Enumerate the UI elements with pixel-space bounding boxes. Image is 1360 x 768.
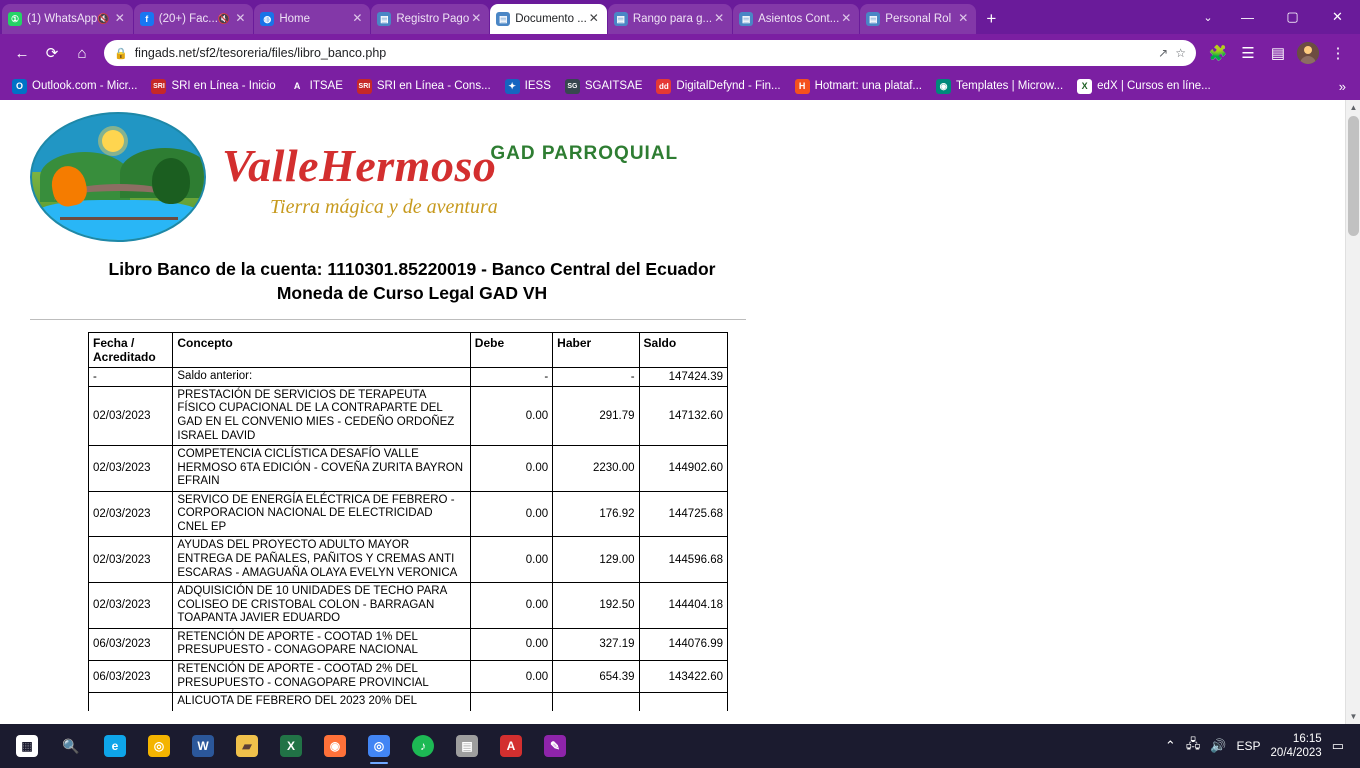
bookmark-label: SRI en Línea - Inicio xyxy=(171,80,276,92)
cell-debe: 0.00 xyxy=(470,386,552,445)
cell-debe: 0.00 xyxy=(470,537,552,583)
tab-close-icon[interactable]: ✕ xyxy=(588,11,599,25)
word-icon: W xyxy=(192,735,214,757)
itsae-icon: A xyxy=(293,81,301,91)
mute-icon[interactable]: 🔇 xyxy=(97,13,110,25)
browser-tab-2[interactable] xyxy=(254,4,370,34)
bookmark-label: SGAITSAE xyxy=(584,80,643,92)
cell-saldo: 144725.68 xyxy=(639,491,727,537)
foliage-shape xyxy=(152,158,190,204)
taskbar-firefox[interactable] xyxy=(314,726,356,766)
cell-fecha: 02/03/2023 xyxy=(89,537,173,583)
table-header xyxy=(89,333,728,368)
tab-close-icon[interactable]: ✕ xyxy=(714,11,725,25)
scrollbar-thumb[interactable] xyxy=(1348,116,1359,236)
bookmark-sgaitsae[interactable] xyxy=(559,77,649,96)
cell-debe: 0.00 xyxy=(470,491,552,537)
cell-fecha: 02/03/2023 xyxy=(89,583,173,629)
bookmark-digitaldefynd[interactable] xyxy=(650,77,786,96)
taskbar-edge[interactable] xyxy=(94,726,136,766)
cell-haber: 129.00 xyxy=(553,537,639,583)
browser-tab-0[interactable] xyxy=(2,4,133,34)
table-row xyxy=(89,583,728,629)
scroll-up-icon[interactable]: ▲ xyxy=(1349,103,1358,112)
table-header-row xyxy=(89,333,728,368)
column-header-debe: Debe xyxy=(470,333,552,368)
cell-saldo xyxy=(639,693,727,711)
bookmark-label: ITSAE xyxy=(309,80,343,92)
cell-saldo: 144596.68 xyxy=(639,537,727,583)
taskbar-calculator[interactable] xyxy=(446,726,488,766)
bookmark-label: SRI en Línea - Cons... xyxy=(376,80,491,92)
valle-hermoso-logo-icon xyxy=(30,112,206,242)
language-indicator[interactable]: ESP xyxy=(1236,739,1261,753)
avatar-image xyxy=(1297,42,1319,64)
sgaitsae-icon: SG xyxy=(565,79,580,94)
taskbar-acrobat[interactable] xyxy=(490,726,532,766)
taskbar-file-explorer[interactable] xyxy=(226,726,268,766)
table-row xyxy=(89,660,728,692)
cell-fecha xyxy=(89,693,173,711)
page-title-line1: Libro Banco de la cuenta: 1110301.85220019 - Banco Central del Ecuador xyxy=(108,259,716,279)
edx-icon: X xyxy=(1077,79,1092,94)
cell-concepto: AYUDAS DEL PROYECTO ADULTO MAYOR ENTREGA DE PAÑALES, PAÑITOS Y CREMAS ANTI ESCARAS - AMAGUAÑA OLAYA EVELYN VERONICA xyxy=(173,537,470,583)
cell-haber: 192.50 xyxy=(553,583,639,629)
cell-concepto: ADQUISICIÓN DE 10 UNIDADES DE TECHO PARA COLISEO DE CRISTOBAL COLON - BARRAGAN TOAPANTA JAVIER EDUARDO xyxy=(173,583,470,629)
bookmark-outlook[interactable] xyxy=(6,77,143,96)
browser-tab-1[interactable] xyxy=(134,4,254,34)
taskbar-search-button[interactable] xyxy=(50,726,92,766)
table-row xyxy=(89,368,728,387)
cell-concepto: Saldo anterior: xyxy=(173,368,470,387)
tab-close-icon[interactable]: ✕ xyxy=(235,11,246,25)
start-button[interactable] xyxy=(6,726,48,766)
firefox-icon: ◉ xyxy=(324,735,346,757)
close-button[interactable]: ✕ xyxy=(1332,9,1343,24)
bookmark-label: DigitalDefynd - Fin... xyxy=(676,80,781,92)
cell-fecha: - xyxy=(89,368,173,387)
cell-fecha: 06/03/2023 xyxy=(89,628,173,660)
home-icon[interactable]: ⌂ xyxy=(77,44,87,62)
cell-saldo: 143422.60 xyxy=(639,660,727,692)
bookmark-label: Templates | Microw... xyxy=(956,80,1064,92)
search-icon: 🔍 xyxy=(62,737,80,754)
templates-icon: ◉ xyxy=(936,79,951,94)
taskbar-word[interactable] xyxy=(182,726,224,766)
cell-debe xyxy=(470,693,552,711)
browser-tab-6[interactable] xyxy=(733,4,859,34)
brand-valle-text: Valle xyxy=(222,140,320,191)
edge-icon: e xyxy=(104,735,126,757)
sun-shape xyxy=(102,130,124,152)
cell-concepto: RETENCIÓN DE APORTE - COOTAD 1% DEL PRESUPUESTO - CONAGOPARE NACIONAL xyxy=(173,628,470,660)
bookmark-sri-consulta[interactable] xyxy=(351,77,497,96)
ledger-table xyxy=(88,332,728,710)
cell-debe: - xyxy=(470,368,552,387)
bookmark-templates[interactable] xyxy=(930,77,1069,96)
taskbar-spotify[interactable] xyxy=(402,726,444,766)
minimize-button[interactable]: — xyxy=(1241,9,1254,25)
cell-saldo: 144902.60 xyxy=(639,446,727,492)
cell-haber: 291.79 xyxy=(553,386,639,445)
bookmark-label: Hotmart: una plataf... xyxy=(814,80,922,92)
column-header-haber: Haber xyxy=(553,333,639,368)
table-row xyxy=(89,386,728,445)
page-viewport xyxy=(0,100,1360,724)
taskbar-chrome-active[interactable] xyxy=(358,726,400,766)
taskbar-paint3d[interactable] xyxy=(534,726,576,766)
cell-haber: 327.19 xyxy=(553,628,639,660)
cell-saldo: 147132.60 xyxy=(639,386,727,445)
page-scrollbar[interactable] xyxy=(1345,100,1360,724)
clock-date: 20/4/2023 xyxy=(1270,747,1322,759)
notifications-icon[interactable]: ▭ xyxy=(1331,738,1344,753)
share-icon[interactable]: ↗ xyxy=(1158,46,1169,60)
clock[interactable] xyxy=(1271,732,1322,761)
table-row xyxy=(89,537,728,583)
tab-title: Home xyxy=(279,13,311,25)
reload-icon[interactable]: ⟳ xyxy=(45,45,59,62)
taskbar-chrome[interactable] xyxy=(138,726,180,766)
bookmark-label: IESS xyxy=(524,80,551,92)
paint3d-icon: ✎ xyxy=(544,735,566,757)
windows-taskbar xyxy=(0,724,1360,768)
browser-menu-icon[interactable]: ⋮ xyxy=(1330,45,1346,62)
chrome-active-icon: ◎ xyxy=(368,735,390,757)
browser-tab-3[interactable] xyxy=(371,4,489,34)
bookmark-sri-inicio[interactable] xyxy=(145,77,281,96)
cell-saldo: 147424.39 xyxy=(639,368,727,387)
tab-search-chevron-down-icon[interactable]: ⌄ xyxy=(1203,11,1213,24)
hotmart-icon: H xyxy=(795,79,810,94)
cell-debe: 0.00 xyxy=(470,628,552,660)
digitaldefynd-icon: dd xyxy=(656,79,671,94)
tab-close-icon[interactable]: ✕ xyxy=(841,11,852,25)
taskbar-excel[interactable] xyxy=(270,726,312,766)
cell-fecha: 02/03/2023 xyxy=(89,386,173,445)
tab-close-icon[interactable]: ✕ xyxy=(114,11,125,25)
side-panel-icon[interactable]: ▤ xyxy=(1270,45,1286,62)
cell-fecha: 02/03/2023 xyxy=(89,491,173,537)
browser-tab-5[interactable] xyxy=(608,4,732,34)
window-controls xyxy=(1191,0,1360,34)
tab-strip xyxy=(0,0,1360,34)
cell-debe: 0.00 xyxy=(470,583,552,629)
system-tray xyxy=(1165,732,1354,761)
brand-gad-tag: GAD PARROQUIAL xyxy=(490,143,679,164)
tab-title: (20+) Fac... xyxy=(158,13,218,25)
tab-close-icon[interactable]: ✕ xyxy=(471,11,482,25)
tab-title: Registro Pago xyxy=(396,13,470,25)
address-bar[interactable] xyxy=(104,40,1196,66)
lock-icon: 🔒 xyxy=(114,47,128,60)
tab-title: Documento ... xyxy=(515,13,587,25)
column-header-fecha: Fecha / Acreditado xyxy=(89,333,173,368)
back-icon[interactable]: ← xyxy=(14,44,30,62)
page-icon: ▤ xyxy=(739,12,753,26)
bookmark-label: edX | Cursos en líne... xyxy=(1097,80,1211,92)
document-content xyxy=(0,100,1345,724)
cell-concepto: PRESTACIÓN DE SERVICIOS DE TERAPEUTA FÍSICO CUPACIONAL DE LA CONTRAPARTE DEL GAD EN EL CONVENIO MIES - CEDEÑO ORDOÑEZ ISRAEL DAVID xyxy=(173,386,470,445)
browser-tab-4-active[interactable] xyxy=(490,4,607,34)
browser-toolbar xyxy=(0,34,1360,72)
mute-icon[interactable]: 🔇 xyxy=(217,13,231,25)
cell-haber xyxy=(553,693,639,711)
bookmark-iess[interactable] xyxy=(499,77,557,96)
sri-icon: SRI xyxy=(357,79,372,94)
page-icon: ▤ xyxy=(496,12,510,26)
excel-icon: X xyxy=(280,735,302,757)
cell-debe: 0.00 xyxy=(470,446,552,492)
reading-list-icon[interactable]: ☰ xyxy=(1241,45,1255,62)
globe-icon: ◍ xyxy=(260,12,274,26)
iess-icon: ✦ xyxy=(505,79,520,94)
new-tab-button[interactable]: + xyxy=(986,9,997,28)
page-title xyxy=(12,258,812,305)
cell-haber: - xyxy=(553,368,639,387)
tray-expand-chevron-up-icon[interactable]: ⌃ xyxy=(1164,738,1176,753)
brand-wordmark xyxy=(222,137,678,217)
page-icon: ▤ xyxy=(377,12,391,26)
clock-time: 16:15 xyxy=(1292,732,1322,745)
brand-hermoso-text: Hermoso xyxy=(319,140,497,191)
profile-avatar[interactable] xyxy=(1297,42,1319,64)
outlook-icon: O xyxy=(12,79,27,94)
volume-icon[interactable]: 🔊 xyxy=(1210,738,1227,753)
brand-header xyxy=(0,112,1345,242)
column-header-concepto: Concepto xyxy=(173,333,470,368)
cell-haber: 2230.00 xyxy=(553,446,639,492)
brand-tagline: Tierra mágica y de aventura xyxy=(270,196,498,218)
cell-saldo: 144404.18 xyxy=(639,583,727,629)
windows-start-icon: ▦ xyxy=(16,735,38,757)
facebook-icon: f xyxy=(140,12,154,26)
extension-puzzle-icon[interactable]: 🧩 xyxy=(1208,45,1228,62)
page-icon: ▤ xyxy=(866,12,880,26)
tab-title: Rango para g... xyxy=(632,13,713,25)
cell-concepto: SERVICO DE ENERGÍA ELÉCTRICA DE FEBRERO - CORPORACION NACIONAL DE ELECTRICIDAD CNEL EP xyxy=(173,491,470,537)
divider xyxy=(30,319,746,320)
cell-haber: 176.92 xyxy=(553,491,639,537)
url-text[interactable]: fingads.net/sf2/tesoreria/files/libro_banco.php xyxy=(134,46,387,60)
table-row xyxy=(89,628,728,660)
cell-concepto: COMPETENCIA CICLÍSTICA DESAFÍO VALLE HERMOSO 6TA EDICIÓN - COVEÑA ZURITA BAYRON EFRAIN xyxy=(173,446,470,492)
table-row xyxy=(89,491,728,537)
whatsapp-icon: ① xyxy=(8,12,22,26)
chrome-icon: ◎ xyxy=(148,735,170,757)
cell-fecha: 02/03/2023 xyxy=(89,446,173,492)
cell-concepto: RETENCIÓN DE APORTE - COOTAD 2% DEL PRESUPUESTO - CONAGOPARE PROVINCIAL xyxy=(173,660,470,692)
scroll-down-icon[interactable]: ▼ xyxy=(1349,712,1358,721)
tab-title: (1) WhatsApp xyxy=(27,13,98,25)
network-icon[interactable]: 🖧 xyxy=(1185,736,1201,751)
table-row xyxy=(89,693,728,711)
bookmark-edx[interactable] xyxy=(1071,77,1217,96)
bookmark-label: Outlook.com - Micr... xyxy=(32,80,138,92)
cell-haber: 654.39 xyxy=(553,660,639,692)
page-icon: ▤ xyxy=(614,12,628,26)
tab-close-icon[interactable]: ✕ xyxy=(958,11,969,25)
bookmark-itsae[interactable] xyxy=(284,77,349,96)
cell-concepto: ALICUOTA DE FEBRERO DEL 2023 20% DEL xyxy=(173,693,470,711)
tab-title: Personal Rol xyxy=(885,13,952,25)
tab-title: Asientos Cont... xyxy=(758,13,840,25)
sri-icon: SRI xyxy=(151,79,166,94)
bookmark-star-icon[interactable]: ☆ xyxy=(1175,46,1186,60)
column-header-saldo: Saldo xyxy=(639,333,727,368)
spotify-icon: ♪ xyxy=(412,735,434,757)
bookmarks-overflow-icon[interactable]: » xyxy=(1338,78,1346,94)
bookmarks-bar xyxy=(0,72,1360,100)
cell-saldo: 144076.99 xyxy=(639,628,727,660)
file-explorer-icon: ▰ xyxy=(236,735,258,757)
table-row xyxy=(89,446,728,492)
cell-fecha: 06/03/2023 xyxy=(89,660,173,692)
maximize-button[interactable]: ▢ xyxy=(1286,9,1299,24)
table-body xyxy=(89,368,728,711)
browser-tab-7[interactable] xyxy=(860,4,976,34)
cell-debe: 0.00 xyxy=(470,660,552,692)
page-title-line2: Moneda de Curso Legal GAD VH xyxy=(276,282,548,303)
calculator-icon: ▤ xyxy=(456,735,478,757)
bookmark-hotmart[interactable] xyxy=(789,77,928,96)
acrobat-icon: A xyxy=(500,735,522,757)
tab-close-icon[interactable]: ✕ xyxy=(352,11,363,25)
